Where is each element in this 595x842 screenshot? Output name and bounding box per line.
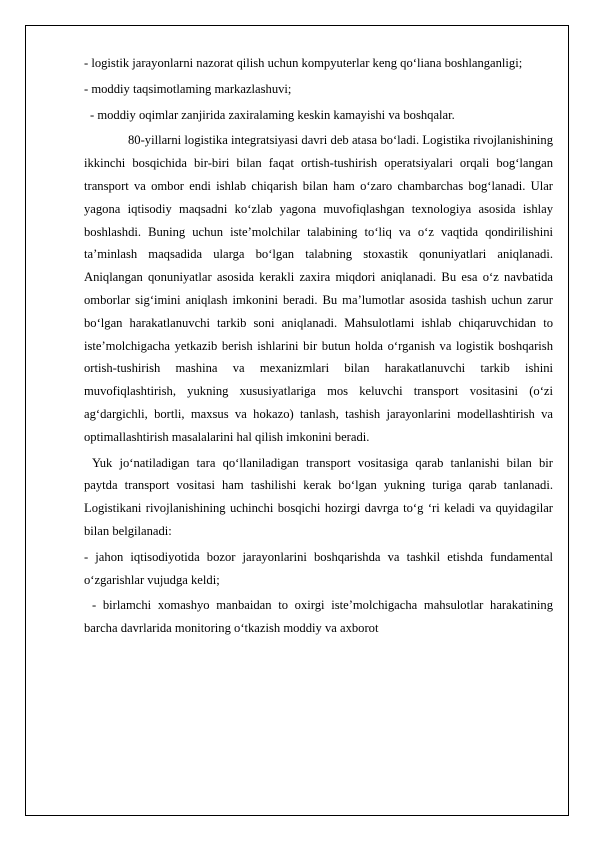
bullet-paragraph: - jahon iqtisodiyotida bozor jarayonlarini boshqarishda va tashkil etishda fundamental o‘zgarishlar vujudga keldi; <box>84 549 553 587</box>
body-paragraph: Yuk jo‘natiladigan tara qo‘llaniladigan transport vositasiga qarab tanlanishi bilan bir paytda transport vositasi ham tashilishi kerak bo‘lgan yukning turiga qarab tanlanadi. Logistikani rivojlanishining uchinchi bosqichi hozirgi davrga to‘g ‘ri keladi va quyidagilar bilan belgilanadi: <box>84 455 553 538</box>
bullet-paragraph: - moddiy taqsimotlaming markazlashuvi; <box>84 81 292 96</box>
document-body <box>84 52 553 643</box>
bullet-paragraph: - birlamchi xomashyo manbaidan to oxirgi iste’molchigacha mahsulotlar harakatining barcha davrlarida monitoring o‘tkazish moddiy va axborot <box>84 598 553 636</box>
bullet-paragraph: - logistik jarayonlarni nazorat qilish uchun kompyuterlar keng qo‘liana boshlanganligi; <box>84 56 523 70</box>
bullet-paragraph: - moddiy oqimlar zanjirida zaxiralaming keskin kamayishi va boshqalar. <box>90 107 455 122</box>
body-paragraph: 80-yillarni logistika integratsiyasi davri deb atasa bo‘ladi. Logistika rivojlanishining ikkinchi bosqichida bir-biri bilan faqat ortish-tushirish operatsiyalari orqali bog‘langan transport va ombor endi ishlab chiqarish bilan ham o‘zaro chambarchas bog‘lanadi. Ular yagona iqtisodiy maqsadni ko‘zlab yagona muvofiqlashgan texnologiya asosida ishlay boshlashdi. Buning uchun iste’molchilar talabining to‘liq va o‘z vaqtida qondirilishini ta’minlash maqsadida ularga bo‘lgan talabning stoxastik qonuniyatlari aniqlanadi. Aniqlangan qonuniyatlar asosida kerakli zaxira miqdori aniqlanadi. Bu esa o‘z navbatida omborlar sig‘imini aniqlash imkonini beradi. Bu ma’lumotlar asosida tashish uchun zarur bo‘lgan harakatlanuvchi tarkib soni aniqlanadi. Mahsulotlami ishlab chiqaruvchidan to iste’molchigacha yetkazib berish ishlarini bir butun holda o‘rganish va logistik boshqarish ortish-tushirish mashina va mexanizmlari bilan harakatlanuvchi tarkib ishini muvofiqlashtirish, yukning xususiyatlariga mos keluvchi transport vositasini (o‘zi ag‘dargichli, bortli, maxsus va hokazo) tanlash, tashish jarayonlarini modellashtirish va optimallashtirish masalalarini hal qilish imkonini beradi. <box>84 133 553 444</box>
